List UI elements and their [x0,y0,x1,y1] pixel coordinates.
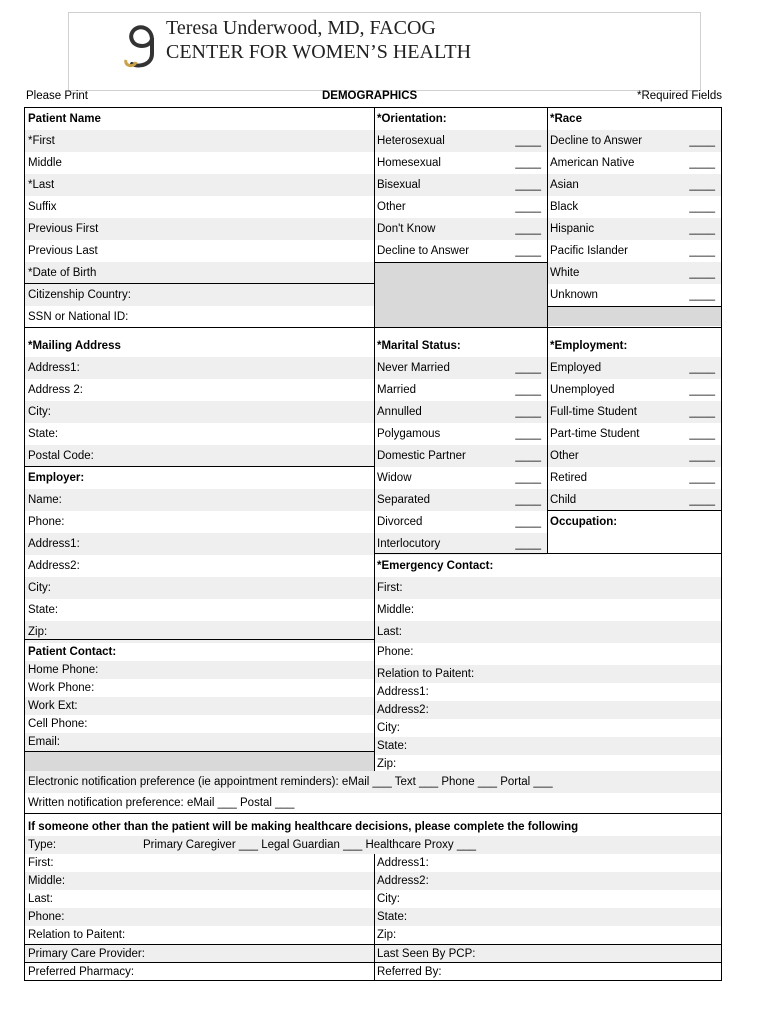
decision-right-field[interactable] [374,872,721,890]
decision-heading [25,816,721,838]
emergency-field-label: Middle: [377,604,415,616]
marital-option [374,511,547,533]
decision-right-field-label: City: [377,893,400,905]
check-blank[interactable]: ____ [515,494,541,506]
divider [374,854,375,980]
check-blank[interactable]: ____ [689,157,715,169]
mailing-heading [25,335,374,357]
decision-type-label: Type: [28,839,57,851]
check-blank[interactable]: ____ [689,223,715,235]
race-option-label: Asian [550,179,579,191]
contact-field-label: Work Phone: [28,682,95,694]
check-blank[interactable]: ____ [515,450,541,462]
divider [25,327,721,328]
orientation-option-label: Decline to Answer [377,245,470,257]
check-blank[interactable]: ____ [515,472,541,484]
referred-field-label: Referred By: [377,966,442,978]
emergency-field[interactable] [374,577,721,599]
required-note: *Required Fields [636,90,722,102]
mailing-field[interactable] [25,401,374,423]
emergency-field[interactable] [374,665,721,683]
employer-heading-label: Employer: [28,472,85,484]
race-option-label: White [550,267,580,279]
orientation-option [374,152,547,174]
mailing-field[interactable] [25,357,374,379]
divider [547,306,721,307]
employment-option [547,423,721,445]
physician-name: Teresa Underwood, MD, FACOG [166,17,436,39]
orientation-option-label: Heterosexual [377,135,445,147]
check-blank[interactable]: ____ [689,472,715,484]
patient-field[interactable] [25,262,374,284]
race-option-label: Black [550,201,579,213]
patient-field[interactable] [25,218,374,240]
emergency-field[interactable] [374,737,721,755]
employment-option-label: Employed [550,362,602,374]
emergency-field-label: Address1: [377,686,429,698]
orientation-option-label: Bisexual [377,179,421,191]
check-blank[interactable]: ____ [515,362,541,374]
marital-heading-label: *Marital Status: [377,340,461,352]
employment-option [547,467,721,489]
referred-field[interactable] [374,963,721,981]
check-blank[interactable]: ____ [515,538,541,550]
please-print: Please Print [26,90,89,102]
check-blank[interactable]: ____ [689,179,715,191]
divider [25,466,374,467]
decision-type-options[interactable]: Primary Caregiver ___ Legal Guardian ___ Healthcare Proxy ___ [143,839,477,851]
employer-field[interactable] [25,489,374,511]
pcp-field[interactable] [25,945,374,963]
employer-field-label: Phone: [28,516,65,528]
patient-field-label: Previous First [28,223,99,235]
race-option [547,196,721,218]
contact-field-label: Email: [28,736,60,748]
employment-option-label: Part-time Student [550,428,640,440]
form-title: DEMOGRAPHICS [322,90,418,102]
contact-field-label: Work Ext: [28,700,78,712]
check-blank[interactable]: ____ [689,384,715,396]
emergency-field-label: Relation to Paitent: [377,668,475,680]
employment-option [547,489,721,511]
marital-option-label: Polygamous [377,428,441,440]
marital-option-label: Married [377,384,416,396]
check-blank[interactable]: ____ [515,516,541,528]
check-blank[interactable]: ____ [515,201,541,213]
employment-heading [547,335,721,357]
check-blank[interactable]: ____ [689,450,715,462]
pharmacy-field-label: Preferred Pharmacy: [28,966,135,978]
check-blank[interactable]: ____ [515,223,541,235]
electronic-notification-label: Electronic notification preference (ie appointment reminders): eMail ___ Text ___ Phone ___ Portal ___ [28,776,553,788]
employment-option [547,379,721,401]
decision-left-field-label: First: [28,857,54,869]
clinic-name [166,16,471,64]
emergency-field[interactable] [374,683,721,701]
patient-field-label: Previous Last [28,245,98,257]
marital-option [374,357,547,379]
race-option [547,284,721,306]
divider [25,813,721,814]
emergency-field-label: State: [377,740,408,752]
employer-field[interactable] [25,511,374,533]
employer-field-label: Name: [28,494,62,506]
citizenship-field[interactable] [25,284,374,306]
employer-field-label: Address2: [28,560,80,572]
decision-left-field[interactable] [25,890,374,908]
employment-option-label: Retired [550,472,588,484]
divider [25,639,374,640]
marital-option-label: Divorced [377,516,423,528]
decision-left-field-label: Phone: [28,911,65,923]
orientation-heading-label: *Orientation: [377,113,447,125]
employment-option [547,401,721,423]
race-option [547,240,721,262]
employment-heading-label: *Employment: [550,340,628,352]
electronic-notification[interactable] [25,771,721,793]
emergency-field-label: Last: [377,626,402,638]
patient-field[interactable] [25,130,374,152]
employer-field-label: Address1: [28,538,80,550]
decision-left-field-label: Middle: [28,875,66,887]
decision-right-field[interactable] [374,890,721,908]
decision-right-field[interactable] [374,908,721,926]
orientation-heading [374,108,547,130]
decision-left-field[interactable] [25,854,374,872]
decision-right-field[interactable] [374,854,721,872]
check-blank[interactable]: ____ [689,428,715,440]
orientation-option [374,240,547,262]
orientation-option-label: Homesexual [377,157,441,169]
written-notification[interactable] [25,792,721,814]
occupation-heading [547,511,721,533]
marital-option [374,489,547,511]
last-seen-field-label: Last Seen By PCP: [377,948,476,960]
orientation-option [374,218,547,240]
employer-field[interactable] [25,599,374,621]
check-blank[interactable]: ____ [689,267,715,279]
mailing-field-label: State: [28,428,59,440]
patient-field-label: *First [28,135,55,147]
decision-left-field[interactable] [25,872,374,890]
check-blank[interactable]: ____ [689,201,715,213]
decision-right-field-label: Zip: [377,929,397,941]
emergency-field-label: First: [377,582,403,594]
employment-option [547,357,721,379]
check-blank[interactable]: ____ [515,406,541,418]
contact-field-label: Home Phone: [28,664,99,676]
race-option [547,174,721,196]
decision-type[interactable] [25,836,721,854]
patient-field-label: Suffix [28,201,57,213]
emergency-field-label: Phone: [377,646,414,658]
emergency-field[interactable] [374,599,721,621]
shaded-block [374,262,547,327]
patient-contact-heading-label: Patient Contact: [28,646,117,658]
employment-option-label: Child [550,494,577,506]
employment-option-label: Other [550,450,579,462]
marital-option-label: Separated [377,494,431,506]
decision-left-field-label: Last: [28,893,53,905]
pcp-field-label: Primary Care Provider: [28,948,145,960]
check-blank[interactable]: ____ [689,135,715,147]
divider [25,283,374,284]
emergency-field-label: City: [377,722,400,734]
orientation-option [374,130,547,152]
emergency-field-label: Zip: [377,758,397,770]
marital-option-label: Annulled [377,406,422,418]
patient-contact-heading [25,643,374,661]
shaded-block [547,306,721,326]
decision-left-field-label: Relation to Paitent: [28,929,126,941]
marital-option-label: Widow [377,472,412,484]
check-blank[interactable]: ____ [515,135,541,147]
employer-heading [25,467,374,489]
race-heading-label: *Race [550,113,582,125]
patient-field[interactable] [25,152,374,174]
marital-option-label: Domestic Partner [377,450,466,462]
clinic-logo-icon [118,18,166,70]
race-option [547,130,721,152]
check-blank[interactable]: ____ [515,245,541,257]
check-blank[interactable]: ____ [689,289,715,301]
employer-field[interactable] [25,555,374,577]
race-option-label: Unknown [550,289,598,301]
citizenship-field-label: Citizenship Country: [28,289,131,301]
divider [374,553,721,554]
contact-field[interactable] [25,679,374,697]
decision-left-field[interactable] [25,926,374,944]
contact-field[interactable] [25,661,374,679]
mailing-field[interactable] [25,445,374,467]
employer-field[interactable] [25,577,374,599]
patient-field-label: *Date of Birth [28,267,97,279]
divider [547,108,548,553]
check-blank[interactable]: ____ [689,362,715,374]
orientation-option [374,196,547,218]
race-option-label: Pacific Islander [550,245,628,257]
check-blank[interactable]: ____ [689,494,715,506]
mailing-field[interactable] [25,423,374,445]
occupation-heading-label: Occupation: [550,516,618,528]
patient-name-heading-label: Patient Name [28,113,101,125]
race-option-label: Hispanic [550,223,595,235]
last-seen-field[interactable] [374,945,721,963]
employment-option-label: Unemployed [550,384,615,396]
decision-right-field-label: Address2: [377,875,429,887]
divider [25,962,721,963]
orientation-option-label: Other [377,201,406,213]
mailing-field-label: Address1: [28,362,80,374]
patient-field[interactable] [25,174,374,196]
emergency-field[interactable] [374,719,721,737]
mailing-field-label: Address 2: [28,384,83,396]
employer-field-label: Zip: [28,626,48,638]
marital-option-label: Never Married [377,362,450,374]
form-topline [26,89,722,105]
check-blank[interactable]: ____ [689,406,715,418]
emergency-field-label: Address2: [377,704,429,716]
emergency-field[interactable] [374,643,721,661]
race-option [547,152,721,174]
patient-field-label: Middle [28,157,62,169]
divider [25,751,374,752]
emergency-heading [374,555,721,577]
race-option-label: American Native [550,157,635,169]
divider [374,108,375,771]
marital-option [374,445,547,467]
mailing-heading-label: *Mailing Address [28,340,121,352]
marital-option [374,379,547,401]
demographics-form [24,107,722,981]
patient-field[interactable] [25,240,374,262]
contact-field[interactable] [25,697,374,715]
ssn-field-label: SSN or National ID: [28,311,129,323]
marital-option [374,401,547,423]
race-option [547,262,721,284]
written-notification-label: Written notification preference: eMail ___ Postal ___ [28,797,295,809]
employer-field-label: City: [28,582,51,594]
employer-field[interactable] [25,533,374,555]
check-blank[interactable]: ____ [515,428,541,440]
patient-field[interactable] [25,196,374,218]
mailing-field-label: Postal Code: [28,450,94,462]
check-blank[interactable]: ____ [515,157,541,169]
shaded-block [25,751,374,771]
emergency-heading-label: *Emergency Contact: [377,560,494,572]
employer-field-label: State: [28,604,59,616]
mailing-field-label: City: [28,406,51,418]
decision-right-field-label: State: [377,911,408,923]
marital-option [374,423,547,445]
marital-option [374,533,547,555]
marital-option [374,467,547,489]
check-blank[interactable]: ____ [515,179,541,191]
decision-right-field[interactable] [374,926,721,944]
contact-field-label: Cell Phone: [28,718,88,730]
pharmacy-field[interactable] [25,963,374,981]
center-name: CENTER FOR WOMEN’S HEALTH [166,41,472,63]
race-option [547,218,721,240]
decision-left-field[interactable] [25,908,374,926]
check-blank[interactable]: ____ [689,245,715,257]
race-heading [547,108,721,130]
orientation-option [374,174,547,196]
mailing-field[interactable] [25,379,374,401]
employment-option-label: Full-time Student [550,406,637,418]
orientation-option-label: Don't Know [377,223,436,235]
emergency-field[interactable] [374,621,721,643]
contact-field[interactable] [25,715,374,733]
emergency-field[interactable] [374,701,721,719]
decision-heading-label: If someone other than the patient will be making healthcare decisions, please complete the following [28,821,579,833]
marital-option-label: Interlocutory [377,538,441,550]
ssn-field[interactable] [25,306,374,328]
contact-field[interactable] [25,733,374,751]
divider [374,262,547,263]
marital-heading [374,335,547,357]
check-blank[interactable]: ____ [515,384,541,396]
employment-option [547,445,721,467]
patient-name-heading [25,108,374,130]
race-option-label: Decline to Answer [550,135,643,147]
decision-right-field-label: Address1: [377,857,429,869]
patient-field-label: *Last [28,179,55,191]
